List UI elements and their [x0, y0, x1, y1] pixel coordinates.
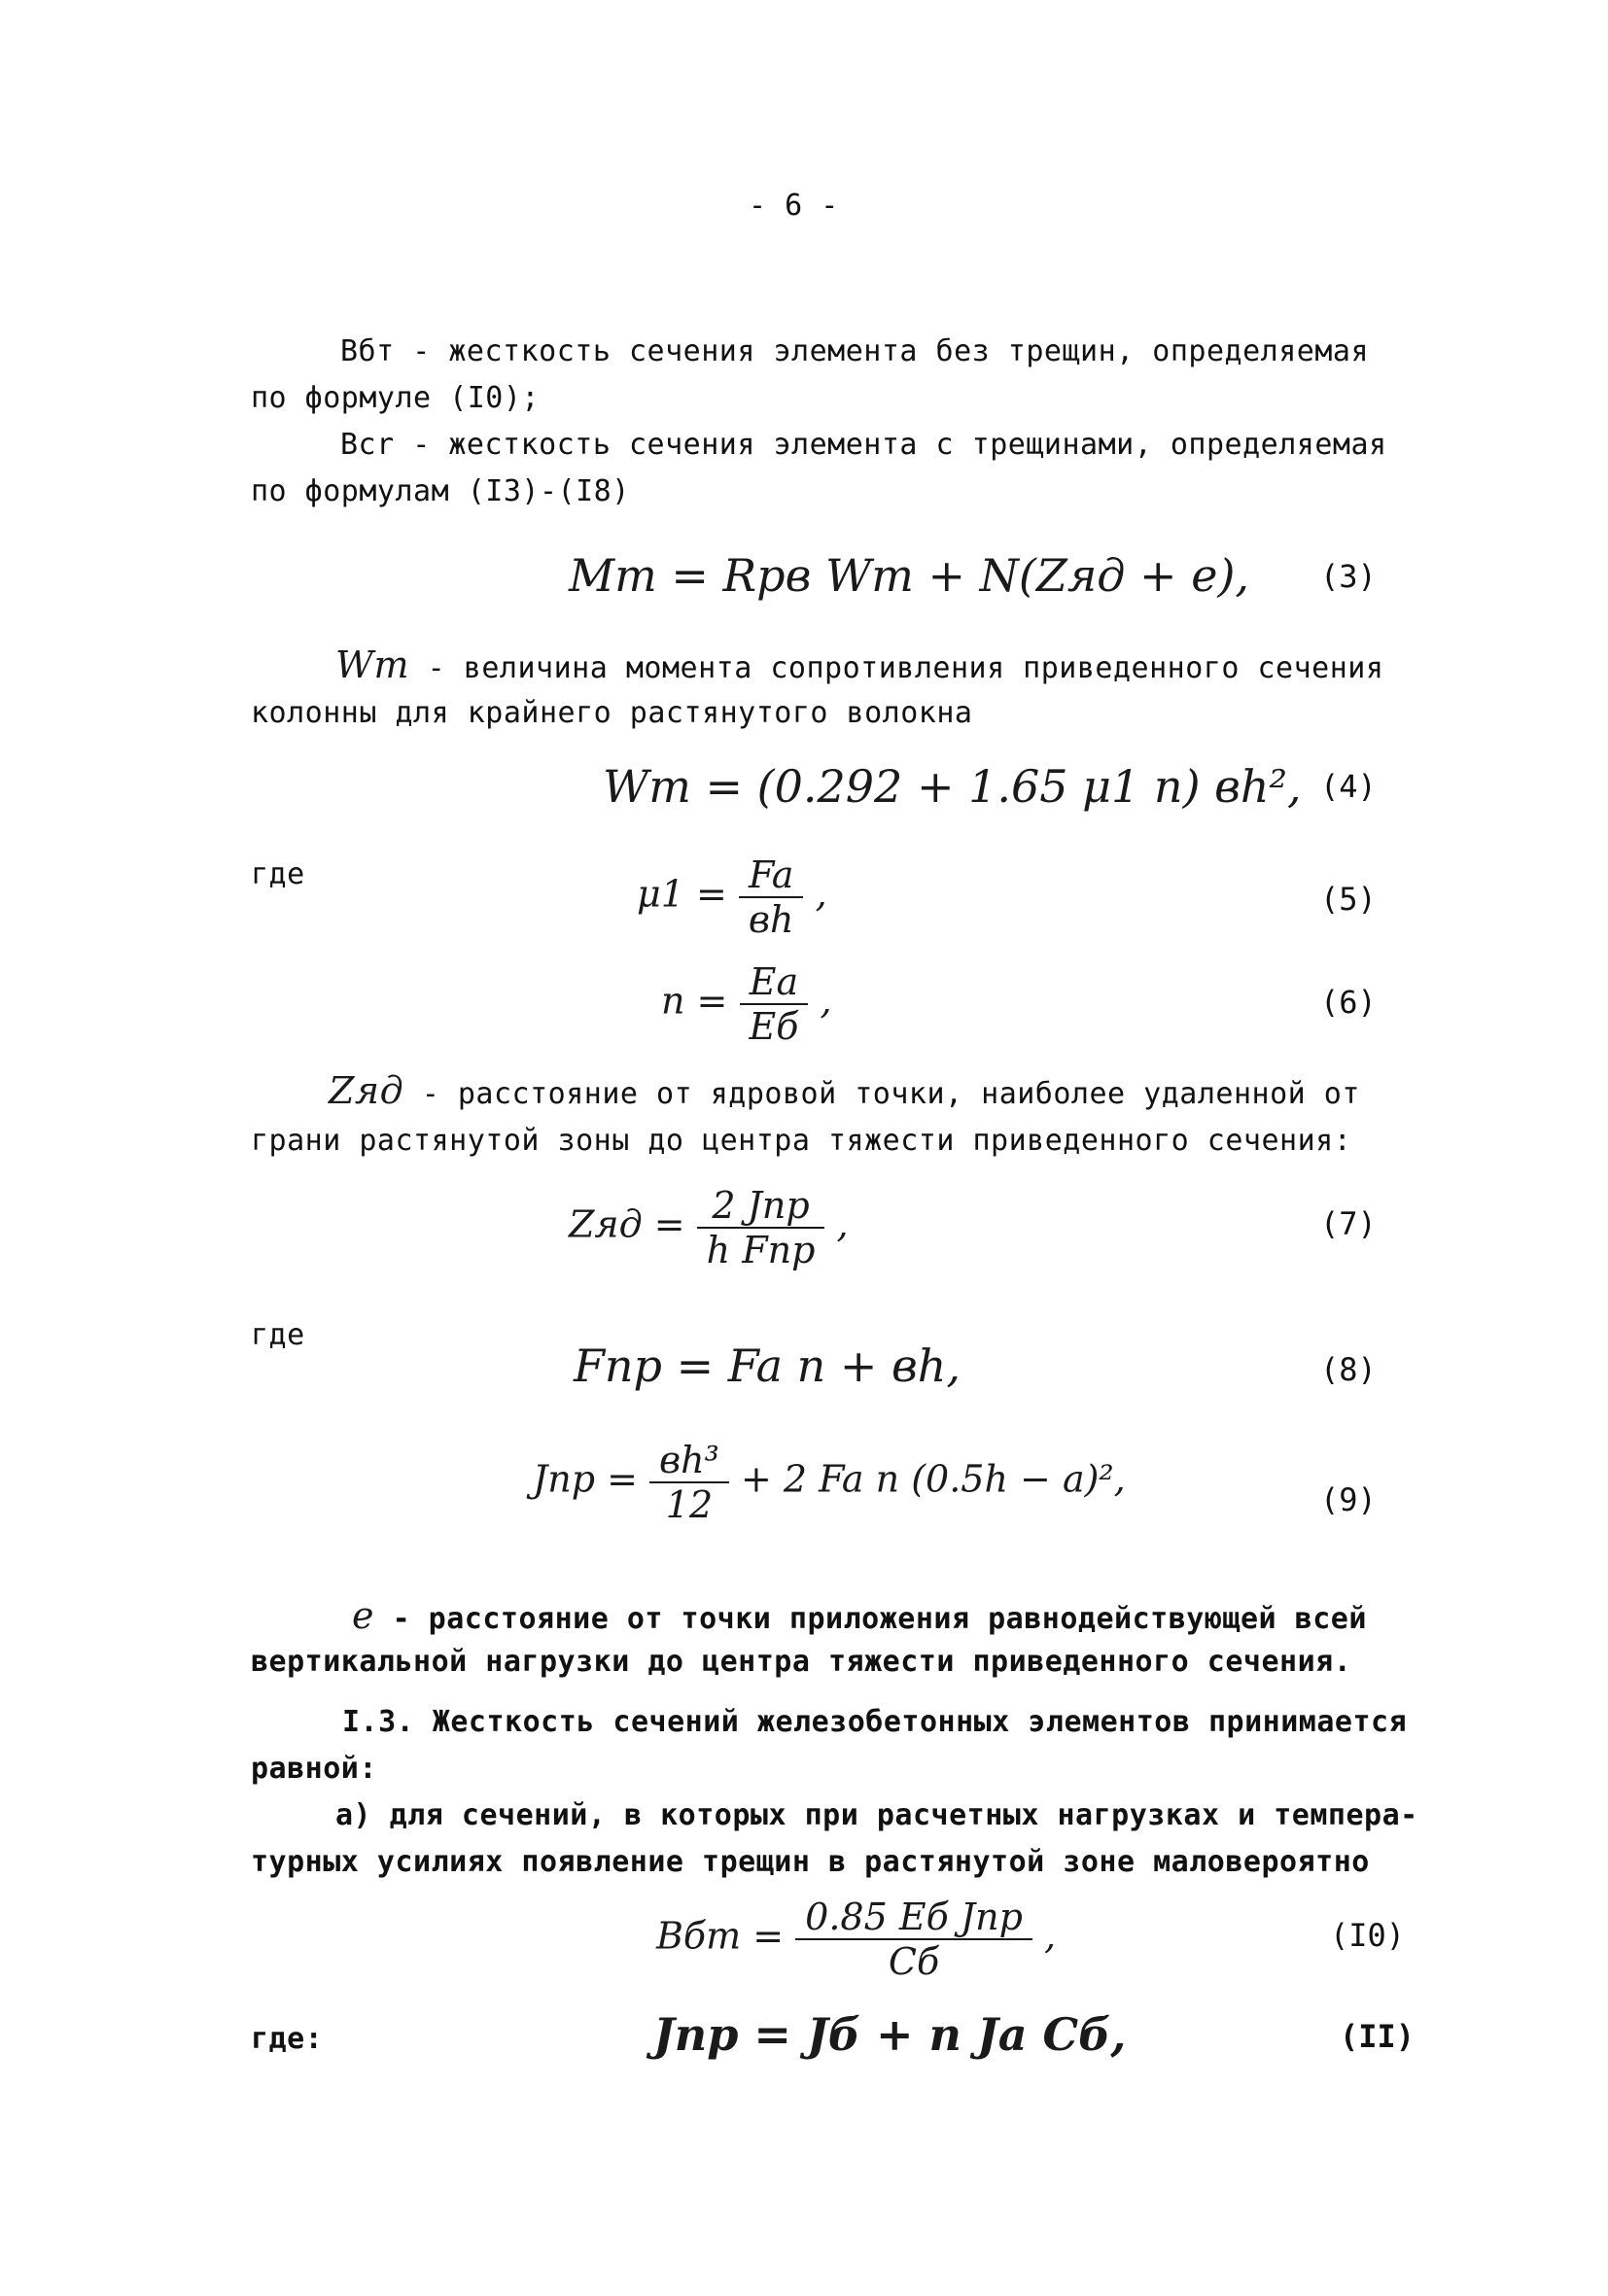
equation-4-number: (4) — [1320, 768, 1377, 805]
equation-6-numerator: Ea — [749, 960, 799, 1003]
equation-7-lhs: Zяд = — [569, 1202, 685, 1246]
def-b-bt-cont: по формуле (I0); — [251, 381, 540, 415]
def-z-yad-line — [329, 1069, 1360, 1116]
def-b-cr-cont: по формулам (I3)-(I8) — [251, 474, 630, 508]
equation-5-fraction — [739, 853, 804, 941]
equation-7-number: (7) — [1320, 1205, 1377, 1242]
section-1-3-item-a: а) для сечений, в которых при расчетных нагрузках и темпера- — [335, 1798, 1418, 1832]
equation-9-tail: + 2 Fa n (0.5h − a)², — [740, 1457, 1126, 1501]
equation-9-numerator: вh³ — [659, 1439, 719, 1481]
equation-9-lhs: Jпр = — [533, 1457, 638, 1501]
section-1-3-cont: равной: — [251, 1752, 377, 1786]
equation-8-number: (8) — [1320, 1351, 1377, 1388]
equation-6 — [661, 960, 832, 1048]
def-b-cr-line — [340, 424, 1387, 467]
equation-9 — [533, 1439, 1126, 1526]
def-w-t-cont: колонны для крайнего растянутого волокна — [251, 696, 973, 730]
equation-10-tail: , — [1044, 1914, 1057, 1958]
equation-5-lhs: μ1 = — [637, 872, 727, 916]
equation-7 — [569, 1184, 849, 1271]
def-w-t-text: - величина момента сопротивления приведенного сечения — [427, 651, 1384, 685]
equation-8: Fпр = Fa n + вh, — [574, 1339, 961, 1392]
where-label-1: где — [251, 857, 305, 891]
equation-7-tail: , — [836, 1202, 849, 1246]
def-b-bt-line — [340, 330, 1369, 373]
equation-9-denominator: 12 — [649, 1481, 729, 1526]
def-w-t-line — [335, 644, 1383, 690]
def-z-yad-text: - расстояние от ядровой точки, наиболее удаленной от — [421, 1077, 1360, 1111]
equation-6-tail: , — [820, 979, 832, 1023]
where-label-2: где — [251, 1318, 305, 1352]
equation-6-fraction — [740, 960, 809, 1048]
equation-6-lhs: n = — [661, 979, 728, 1023]
equation-10-lhs: Bбт = — [656, 1914, 785, 1958]
section-1-3-heading: I.3. Жесткость сечений железобетонных элементов принимается — [342, 1705, 1408, 1739]
equation-10 — [656, 1896, 1056, 1983]
equation-3-number: (3) — [1320, 558, 1377, 595]
def-e-cont: вертикальной нагрузки до центра тяжести приведенного сечения. — [251, 1645, 1352, 1679]
def-b-cr-text: - жесткость сечения элемента с трещинами, определяемая — [412, 428, 1387, 462]
def-w-t-symbol: Wт — [335, 644, 410, 686]
equation-6-denominator: Eб — [740, 1003, 809, 1048]
def-b-cr-symbol: Вcr — [340, 428, 395, 462]
def-e-text: - расстояние от точки приложения равнодействующей всей — [392, 1602, 1367, 1636]
def-e-symbol: e — [352, 1594, 374, 1637]
equation-7-numerator: 2 Jпр — [712, 1184, 810, 1227]
equation-11-number: (II) — [1340, 2018, 1416, 2055]
equation-9-number: (9) — [1320, 1481, 1377, 1518]
equation-11: Jпр = Jб + n Ja Cб, — [653, 2008, 1127, 2061]
def-e-line — [352, 1594, 1367, 1641]
equation-5-numerator: Fa — [748, 853, 794, 896]
def-b-bt-symbol: Вбт — [340, 334, 395, 368]
equation-5-number: (5) — [1320, 881, 1377, 918]
equation-4: Wт = (0.292 + 1.65 μ1 n) вh², — [603, 760, 1302, 813]
section-1-3-item-a-cont: турных усилиях появление трещин в растянутой зоне маловероятно — [251, 1845, 1370, 1879]
equation-5 — [637, 853, 827, 941]
equation-3: Mт = Rрв Wт + N(Zяд + e), — [569, 549, 1250, 602]
def-b-bt-text: - жесткость сечения элемента без трещин, определяемая — [412, 334, 1370, 368]
equation-5-denominator: вh — [739, 896, 804, 941]
equation-10-fraction — [795, 1896, 1032, 1983]
equation-5-tail: , — [815, 872, 827, 916]
def-z-yad-cont: грани растянутой зоны до центра тяжести приведенного сечения: — [251, 1124, 1352, 1158]
page-number: - 6 - — [749, 189, 839, 223]
equation-10-numerator: 0.85 Eб Jпр — [805, 1896, 1023, 1938]
equation-10-denominator: Cб — [795, 1938, 1032, 1983]
equation-9-fraction — [649, 1439, 729, 1526]
def-z-yad-symbol: Zяд — [329, 1069, 404, 1112]
equation-6-number: (6) — [1320, 984, 1377, 1021]
equation-7-fraction — [697, 1184, 825, 1271]
equation-10-number: (I0) — [1330, 1917, 1406, 1954]
equation-7-denominator: h Fпр — [697, 1227, 825, 1271]
where-label-3: где: — [251, 2022, 324, 2056]
